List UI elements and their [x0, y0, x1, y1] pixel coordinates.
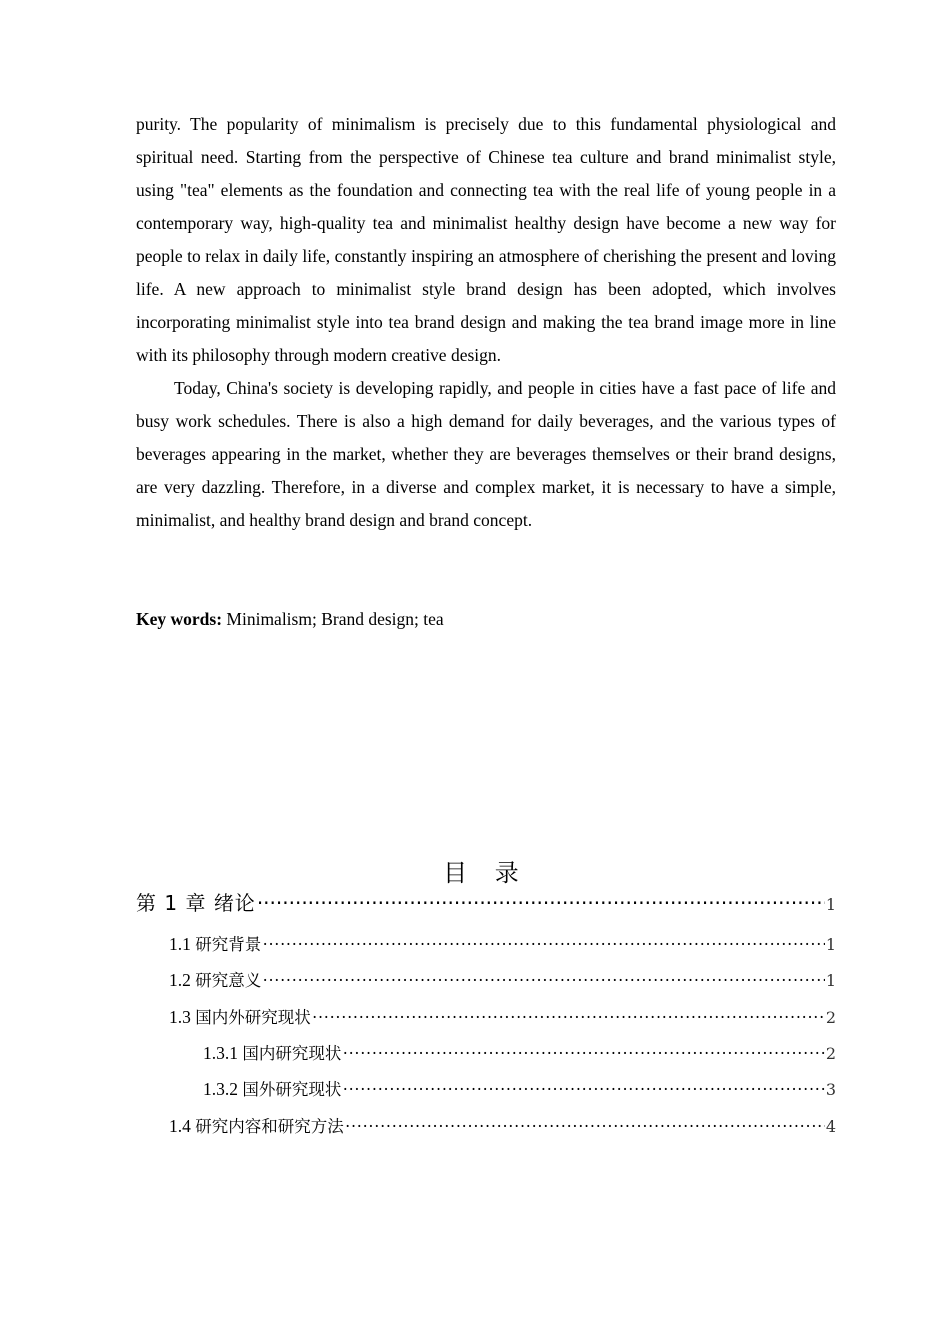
toc-leader-dots — [262, 965, 825, 995]
toc-page-number: 2 — [825, 1044, 836, 1063]
toc-title: 目 录 — [443, 859, 529, 887]
toc-entry-1-3-1[interactable] — [203, 1038, 836, 1069]
toc-page-number: 4 — [825, 1117, 836, 1136]
toc-entry-1-3[interactable] — [169, 1002, 836, 1033]
toc-entry-1-1[interactable] — [169, 929, 836, 960]
keywords-label: Key words: — [136, 609, 223, 629]
toc-entry-label: 第 1 章 绪论 — [136, 891, 256, 915]
toc-entry-label: 1.3.1 国内研究现状 — [203, 1043, 342, 1063]
toc-entry-label: 1.4 研究内容和研究方法 — [169, 1116, 344, 1136]
toc-entry-chapter-1[interactable] — [136, 886, 836, 922]
toc-entry-1-4[interactable] — [169, 1111, 836, 1142]
toc-entry-label: 1.1 研究背景 — [169, 934, 262, 954]
toc-entry-1-3-2[interactable] — [203, 1074, 836, 1105]
toc-leader-dots — [312, 1002, 825, 1032]
toc-page-number: 2 — [825, 1008, 836, 1027]
toc-entry-label: 1.3 国内外研究现状 — [169, 1007, 311, 1027]
abstract-paragraph: purity. The popularity of minimalism is precisely due to this fundamental physiological and spiritual need. Starting from the perspective of Chinese tea culture and brand minimalist style, using "tea" elements as the foundation and connecting tea with the real life of young people in a contemporary way, high-quality tea and minimalist healthy design have become a new way for people to relax in daily life, constantly inspiring an atmosphere of cherishing the present and loving life. A new approach to minimalist style brand design has been adopted, which involves incorporating minimalist style into tea brand design and making the tea brand image more in line with its philosophy through modern creative design. — [136, 114, 836, 365]
toc-entry-label: 1.2 研究意义 — [169, 970, 262, 990]
toc-page-number: 1 — [825, 895, 836, 914]
keywords-line — [136, 603, 836, 636]
toc-leader-dots — [342, 1074, 824, 1104]
toc-page-number: 1 — [825, 971, 836, 990]
toc-leader-dots — [345, 1111, 825, 1141]
toc-leader-dots — [257, 886, 825, 920]
keywords-value: Minimalism; Brand design; tea — [222, 609, 444, 629]
toc-page-number: 3 — [825, 1080, 836, 1099]
toc-entry-label: 1.3.2 国外研究现状 — [203, 1079, 342, 1099]
toc-leader-dots — [262, 929, 825, 959]
toc-page-number: 1 — [825, 935, 836, 954]
toc-entry-1-2[interactable] — [169, 965, 836, 996]
toc-leader-dots — [342, 1038, 824, 1068]
abstract-body — [136, 108, 836, 537]
abstract-paragraph: Today, China's society is developing rapidly, and people in cities have a fast pace of life and busy work schedules. There is also a high demand for daily beverages, and the various types of beverages appearing in the market, whether they are beverages themselves or their brand designs, are very dazzling. Therefore, in a diverse and complex market, it is necessary to have a simple, minimalist, and healthy brand design and brand concept. — [136, 378, 836, 530]
